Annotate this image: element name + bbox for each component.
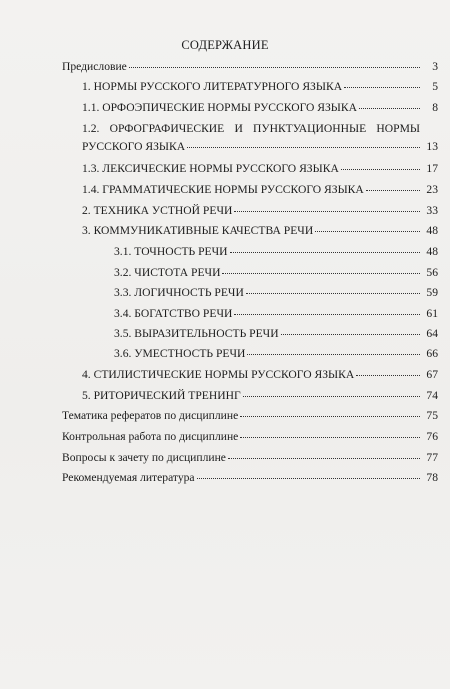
toc-entry-text: Предисловие [62,60,127,73]
toc-entry-1 [82,80,438,94]
toc-entry-page: 48 [426,224,438,237]
toc-entry-page: 3 [432,60,438,73]
toc-entry-text: 3.2. ЧИСТОТА РЕЧИ [114,266,221,279]
toc-entry-page: 13 [426,140,438,153]
toc-entry-1-2-line1: 1.2. ОРФОГРАФИЧЕСКИЕ И ПУНКТУАЦИОННЫЕ НОРМЫ [82,122,420,135]
toc-entry-3-1 [114,245,438,259]
toc-entry-test [62,430,438,444]
toc-entry-page: 56 [426,266,438,279]
toc-entry-page: 17 [426,162,438,175]
toc-entry-text: 3.4. БОГАТСТВО РЕЧИ [114,307,233,320]
toc-entry-3-4 [114,307,438,321]
toc-entry-text: 3.3. ЛОГИЧНОСТЬ РЕЧИ [114,286,244,299]
toc-entry-1-2 [82,140,438,154]
toc-entry-page: 74 [426,389,438,402]
toc-entry-4 [82,368,438,382]
toc-entry-text: Тематика рефератов по дисциплине [62,409,239,422]
toc-entry-text: Контрольная работа по дисциплине [62,430,239,443]
toc-entry-essays [62,409,438,423]
toc-heading: СОДЕРЖАНИЕ [181,38,269,52]
toc-entry-questions [62,451,438,465]
toc-entry-3-3 [114,286,438,300]
toc-entry-page: 5 [432,80,438,93]
toc-entry-page: 77 [426,451,438,464]
toc-entry-page: 8 [432,101,438,114]
toc-entry-page: 59 [426,286,438,299]
toc-entry-3 [82,224,438,238]
toc-entry-3-6 [114,347,438,361]
toc-entry-text: 5. РИТОРИЧЕСКИЙ ТРЕНИНГ [82,389,241,402]
toc-entry-5 [82,389,438,403]
toc-entry-page: 64 [426,327,438,340]
toc-entry-text: 4. СТИЛИСТИЧЕСКИЕ НОРМЫ РУССКОГО ЯЗЫКА [82,368,355,381]
toc-entry-page: 66 [426,347,438,360]
toc-entry-text: 3.5. ВЫРАЗИТЕЛЬНОСТЬ РЕЧИ [114,327,279,340]
toc-entry-text: Вопросы к зачету по дисциплине [62,451,226,464]
toc-entry-text: РУССКОГО ЯЗЫКА [82,140,186,153]
toc-entry-page: 48 [426,245,438,258]
toc-entry-3-5 [114,327,438,341]
toc-entry-1-1 [82,101,438,115]
toc-entry-text: 3.6. УМЕСТНОСТЬ РЕЧИ [114,347,246,360]
toc-entry-page: 75 [426,409,438,422]
toc-entry-text: 3.1. ТОЧНОСТЬ РЕЧИ [114,245,228,258]
toc-entry-text: 1.1. ОРФОЭПИЧЕСКИЕ НОРМЫ РУССКОГО ЯЗЫКА [82,101,358,114]
toc-entry-text: 3. КОММУНИКАТИВНЫЕ КАЧЕСТВА РЕЧИ [82,224,314,237]
toc-entry-page: 33 [426,204,438,217]
toc-entry-text: 1.3. ЛЕКСИЧЕСКИЕ НОРМЫ РУССКОГО ЯЗЫКА [82,162,339,175]
toc-entry-page: 23 [426,183,438,196]
toc-entry-text: 2. ТЕХНИКА УСТНОЙ РЕЧИ [82,204,233,217]
toc-entry-literature [62,471,438,485]
toc-entry-page: 67 [426,368,438,381]
toc-entry-text: 1.4. ГРАММАТИЧЕСКИЕ НОРМЫ РУССКОГО ЯЗЫКА [82,183,364,196]
toc-entry-2 [82,204,438,218]
toc-entry-page: 78 [426,471,438,484]
toc-entry-page: 61 [426,307,438,320]
toc-entry-1-3 [82,162,438,176]
toc-entry-3-2 [114,266,438,280]
toc-entry-page: 76 [426,430,438,443]
toc-entry-text: 1. НОРМЫ РУССКОГО ЛИТЕРАТУРНОГО ЯЗЫКА [82,80,343,93]
toc-entry-1-4 [82,183,438,197]
toc-entry-text: Рекомендуемая литература [62,471,195,484]
toc-entry-preface [62,60,438,74]
